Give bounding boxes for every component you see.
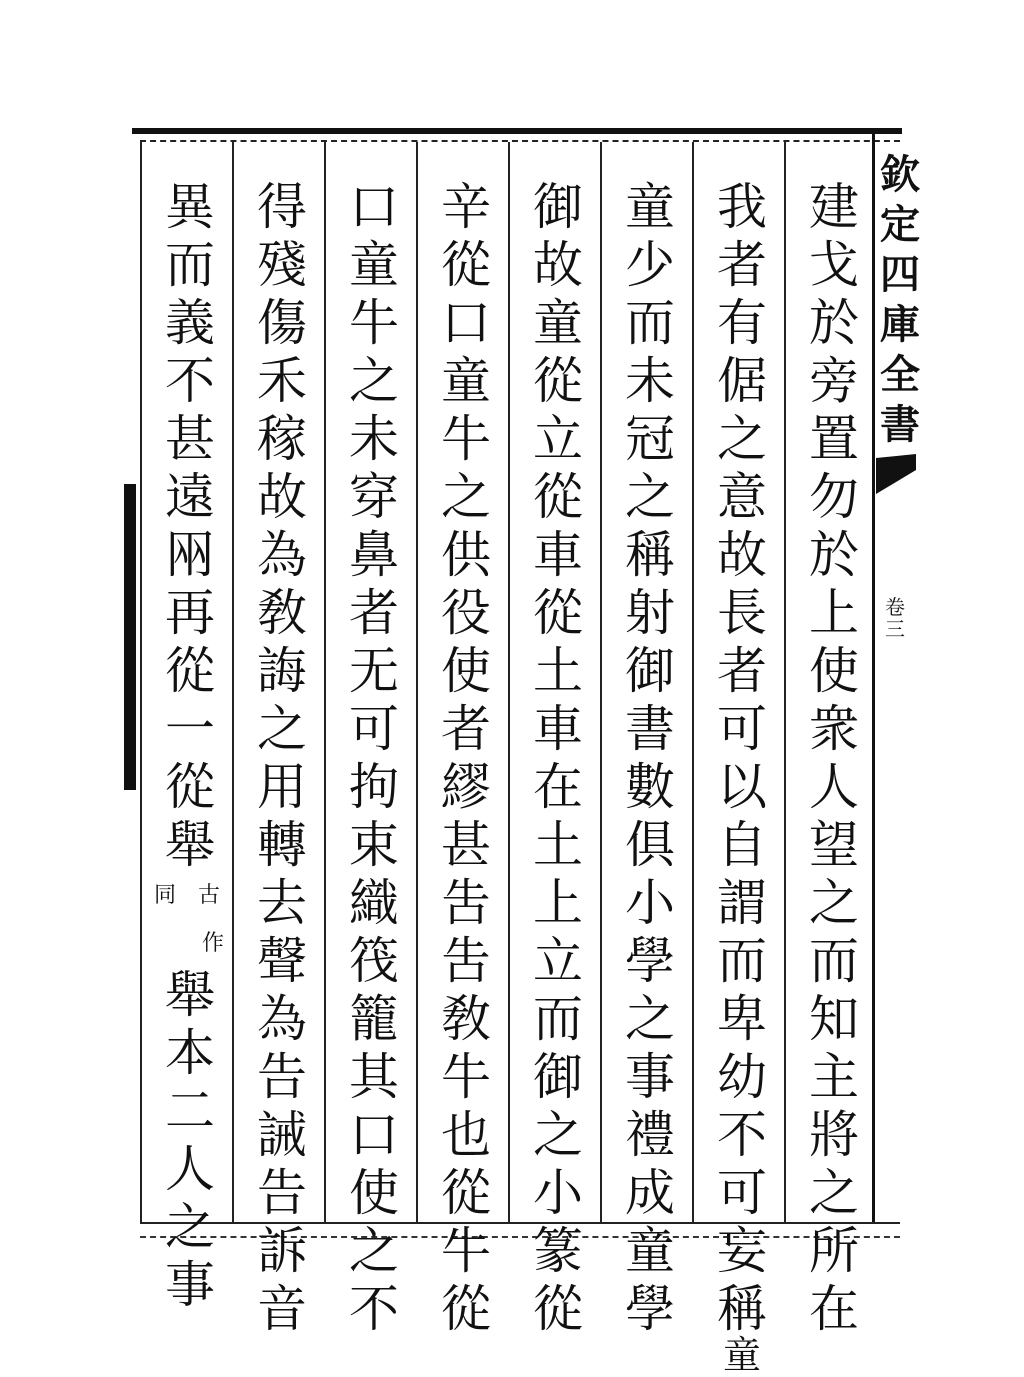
text-char: 故 <box>717 526 767 584</box>
text-char: 一 <box>165 700 215 758</box>
text-char: 人 <box>809 758 859 816</box>
text-char: 在 <box>533 758 583 816</box>
text-char: 而 <box>809 932 859 990</box>
text-char: 用 <box>257 758 307 816</box>
text-char: 再 <box>165 584 215 642</box>
text-char: 而 <box>625 294 675 352</box>
margin-title-char: 欽 <box>880 151 920 198</box>
text-char: 二 <box>165 1082 215 1140</box>
text-char: 鼻 <box>349 526 399 584</box>
text-char: 不 <box>349 1280 399 1338</box>
text-char: 旁 <box>809 352 859 410</box>
text-char: 土 <box>533 642 583 700</box>
text-char: 口 <box>349 1106 399 1164</box>
column-divider <box>324 142 326 1222</box>
text-char: 冠 <box>625 410 675 468</box>
text-char: 舉 <box>165 816 215 874</box>
text-char: 稱 <box>625 526 675 584</box>
text-char: 之 <box>533 1106 583 1164</box>
text-char: 敎 <box>257 584 307 642</box>
margin-volume-char: 卷 <box>885 595 905 619</box>
margin-title-char: 定 <box>880 201 920 248</box>
text-char: 誡 <box>257 1106 307 1164</box>
text-char: 誨 <box>257 642 307 700</box>
text-char: 辛 <box>441 178 491 236</box>
text-char: 役 <box>441 584 491 642</box>
text-char: 禮 <box>625 1106 675 1164</box>
text-char: 從 <box>441 1164 491 1222</box>
text-char: 俱 <box>625 816 675 874</box>
text-char: 之 <box>625 468 675 526</box>
text-char: 未 <box>625 352 675 410</box>
text-char: 籠 <box>349 990 399 1048</box>
text-char: 音 <box>257 1280 307 1338</box>
text-char: 供 <box>441 526 491 584</box>
column-divider <box>416 142 418 1222</box>
text-char: 立 <box>533 932 583 990</box>
text-char: 車 <box>533 526 583 584</box>
text-char: 甚 <box>165 410 215 468</box>
text-char: 之 <box>717 410 767 468</box>
text-column-8 <box>150 178 230 1314</box>
text-char: 繆 <box>441 758 491 816</box>
text-char: 之 <box>165 1198 215 1256</box>
margin-title-char: 書 <box>880 401 920 448</box>
text-char: 上 <box>533 874 583 932</box>
text-char: 牛 <box>441 1222 491 1280</box>
text-char: 事 <box>165 1256 215 1314</box>
text-char: 篆 <box>533 1222 583 1280</box>
text-char: 倨 <box>717 352 767 410</box>
text-char: 者 <box>717 236 767 294</box>
text-char: 无 <box>349 642 399 700</box>
text-char: 去 <box>257 874 307 932</box>
column-divider <box>784 142 786 1222</box>
text-char: 數 <box>625 758 675 816</box>
top-border-rule <box>132 128 902 134</box>
binding-edge-bar <box>124 484 136 790</box>
text-char: 衆 <box>809 700 859 758</box>
margin-volume-char: 三 <box>885 617 905 641</box>
text-char: 從 <box>441 236 491 294</box>
text-char: 故 <box>533 236 583 294</box>
text-char: 御 <box>533 1048 583 1106</box>
text-column-6 <box>334 178 414 1338</box>
text-char: 使 <box>441 642 491 700</box>
text-char: 不 <box>717 1106 767 1164</box>
text-char: 戈 <box>809 236 859 294</box>
text-char: 筏 <box>349 932 399 990</box>
text-char: 者 <box>349 584 399 642</box>
text-char: 為 <box>257 990 307 1048</box>
top-dotted-rule <box>140 140 900 142</box>
margin-volume-label <box>884 596 906 640</box>
text-char: 而 <box>165 236 215 294</box>
text-char: 牛 <box>441 410 491 468</box>
text-char: 學 <box>625 932 675 990</box>
text-char: 知 <box>809 990 859 1048</box>
text-column-3 <box>610 178 690 1338</box>
text-char: 織 <box>349 874 399 932</box>
column-divider <box>692 142 694 1222</box>
text-column-5 <box>426 178 506 1338</box>
text-char: 吿 <box>441 874 491 932</box>
text-char: 之 <box>349 352 399 410</box>
text-char: 謂 <box>717 874 767 932</box>
margin-title-char: 四 <box>880 251 920 298</box>
text-char: 舉 <box>165 966 215 1024</box>
text-char: 義 <box>165 294 215 352</box>
text-char: 書 <box>625 700 675 758</box>
text-char: 而 <box>533 990 583 1048</box>
text-char: 望 <box>809 816 859 874</box>
text-char: 拘 <box>349 758 399 816</box>
text-char: 吿 <box>441 932 491 990</box>
text-char: 異 <box>165 178 215 236</box>
text-char: 之 <box>809 874 859 932</box>
note-char: 同 <box>154 883 177 908</box>
text-char: 告 <box>257 1048 307 1106</box>
text-char: 敎 <box>441 990 491 1048</box>
column-divider <box>508 142 510 1222</box>
text-char: 轉 <box>257 816 307 874</box>
text-char: 從 <box>533 352 583 410</box>
text-char: 訴 <box>257 1222 307 1280</box>
text-char: 聲 <box>257 932 307 990</box>
text-char: 妄 <box>717 1222 767 1280</box>
text-char: 㒳 <box>165 526 215 584</box>
text-char: 卑 <box>717 990 767 1048</box>
text-char: 之 <box>809 1164 859 1222</box>
margin-book-title <box>878 150 922 450</box>
text-char: 小 <box>625 874 675 932</box>
text-char: 可 <box>349 700 399 758</box>
text-char: 者 <box>717 642 767 700</box>
text-char: 不 <box>165 352 215 410</box>
text-char: 主 <box>809 1048 859 1106</box>
text-char: 稱 <box>717 1280 767 1338</box>
text-char: 童 <box>722 1333 761 1377</box>
fish-tail-mark <box>876 454 916 494</box>
text-char: 之 <box>257 700 307 758</box>
text-char: 束 <box>349 816 399 874</box>
text-char: 可 <box>717 1164 767 1222</box>
left-border-rule <box>140 140 142 1222</box>
text-char: 童 <box>533 294 583 352</box>
text-char: 其 <box>349 1048 399 1106</box>
text-char: 從 <box>165 758 215 816</box>
text-char: 也 <box>441 1106 491 1164</box>
text-char: 意 <box>717 468 767 526</box>
text-char: 御 <box>533 178 583 236</box>
text-char: 者 <box>441 700 491 758</box>
text-char: 事 <box>625 1048 675 1106</box>
margin-title-char: 全 <box>880 351 920 398</box>
text-char: 土 <box>533 816 583 874</box>
note-char: 古 <box>198 883 221 908</box>
text-char: 置 <box>809 410 859 468</box>
text-char: 口 <box>349 178 399 236</box>
text-char: 以 <box>717 758 767 816</box>
text-column-4 <box>518 178 598 1338</box>
text-char: 有 <box>717 294 767 352</box>
text-char: 未 <box>349 410 399 468</box>
text-char: 故 <box>257 468 307 526</box>
column-divider <box>600 142 602 1222</box>
text-char: 之 <box>625 990 675 1048</box>
text-char: 甚 <box>441 816 491 874</box>
text-char: 殘 <box>257 236 307 294</box>
text-char: 童 <box>625 1222 675 1280</box>
text-char: 牛 <box>441 1048 491 1106</box>
text-char: 本 <box>165 1024 215 1082</box>
text-char: 口 <box>441 294 491 352</box>
column-divider <box>232 142 234 1222</box>
text-char: 建 <box>809 178 859 236</box>
text-char: 稼 <box>257 410 307 468</box>
text-char: 遠 <box>165 468 215 526</box>
text-char: 告 <box>257 1164 307 1222</box>
text-char: 童 <box>625 178 675 236</box>
text-char: 在 <box>809 1280 859 1338</box>
margin-title-char: 庫 <box>880 301 920 348</box>
text-char: 人 <box>165 1140 215 1198</box>
text-char: 上 <box>809 584 859 642</box>
text-char: 自 <box>717 816 767 874</box>
text-column-7 <box>242 178 322 1338</box>
text-char: 從 <box>533 584 583 642</box>
text-char: 所 <box>809 1222 859 1280</box>
text-char: 射 <box>625 584 675 642</box>
text-char: 從 <box>165 642 215 700</box>
interlinear-note <box>150 874 230 966</box>
text-char: 立 <box>533 410 583 468</box>
text-char: 使 <box>349 1164 399 1222</box>
text-char: 長 <box>717 584 767 642</box>
text-char: 禾 <box>257 352 307 410</box>
text-char: 傷 <box>257 294 307 352</box>
text-char: 之 <box>349 1222 399 1280</box>
text-char: 小 <box>533 1164 583 1222</box>
text-char: 使 <box>809 642 859 700</box>
text-char: 於 <box>809 294 859 352</box>
text-char: 學 <box>625 1280 675 1338</box>
text-column-1 <box>794 178 874 1338</box>
text-char: 我 <box>717 178 767 236</box>
text-char: 為 <box>257 526 307 584</box>
text-char: 成 <box>625 1164 675 1222</box>
text-char: 車 <box>533 700 583 758</box>
text-char: 穿 <box>349 468 399 526</box>
text-char: 之 <box>441 468 491 526</box>
text-char: 少 <box>625 236 675 294</box>
note-char: 作 <box>202 931 225 956</box>
text-column-2 <box>702 178 782 1377</box>
text-char: 而 <box>717 932 767 990</box>
text-char: 幼 <box>717 1048 767 1106</box>
text-char: 童 <box>441 352 491 410</box>
text-char: 從 <box>441 1280 491 1338</box>
text-char: 童 <box>349 236 399 294</box>
text-char: 得 <box>257 178 307 236</box>
text-char: 將 <box>809 1106 859 1164</box>
text-char: 從 <box>533 468 583 526</box>
text-char: 牛 <box>349 294 399 352</box>
text-char: 於 <box>809 526 859 584</box>
text-char: 從 <box>533 1280 583 1338</box>
text-char: 可 <box>717 700 767 758</box>
text-char: 勿 <box>809 468 859 526</box>
text-char: 御 <box>625 642 675 700</box>
